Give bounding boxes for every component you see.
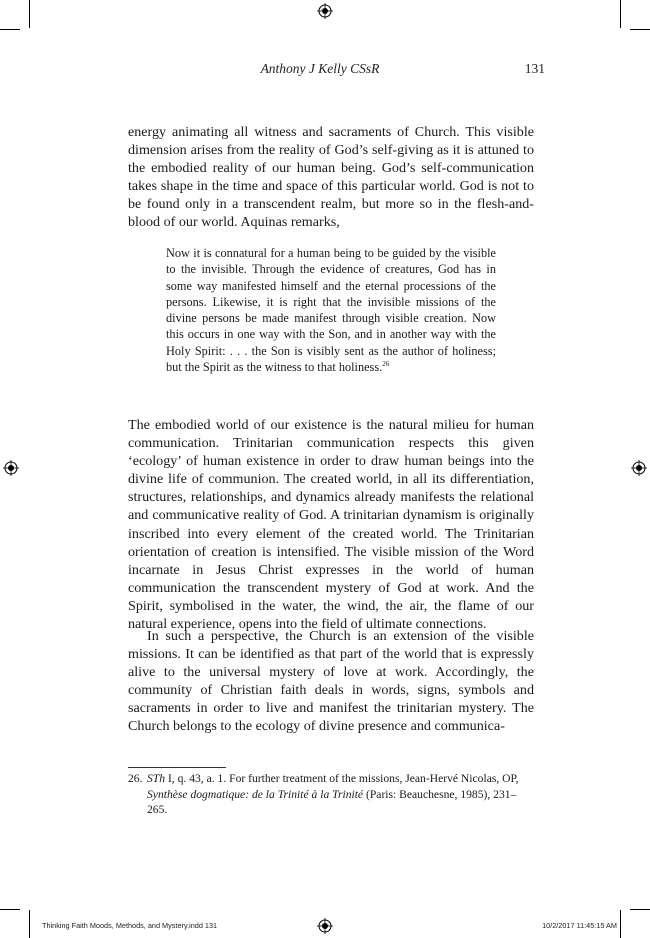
- crop-mark: [630, 29, 650, 30]
- page-number: 131: [524, 61, 545, 76]
- quote-text: Now it is connatural for a human being to be guided by the visible to the invisible. Through the evidence of creatures, God has in some way manifested himself and the eternal processions of the persons. Likewise, it is right that the invisible missions of the divine persons be made manifest through visible creation. Now this occurs in one way with the Son, and in another way with the Holy Spirit: . . . the Son is visibly sent as the author of holiness; but the Spirit as the witness to that holiness.: [166, 246, 496, 375]
- slug-filename: Thinking Faith Moods, Methods, and Mystery.indd 131: [42, 921, 218, 930]
- footnote: [128, 771, 534, 818]
- footnote-text-part: (Paris: Beauchesne, 1985), 231–265.: [147, 787, 517, 816]
- registration-mark-icon: [317, 3, 333, 19]
- footnote-number: 26.: [128, 772, 143, 785]
- footnote-text: [147, 771, 534, 818]
- paragraph: [128, 627, 534, 736]
- crop-mark: [29, 0, 30, 28]
- paragraph-text: In such a perspective, the Church is an extension of the visible missions. It can be identified as that part of the world that is expressly alive to the universal mystery of love at work. Accordingly, the community of Christian faith deals in words, signs, symbols and sacraments in order to live and manifest the trinitarian mystery. The Church belongs to the ecology of divine presence and communica-: [128, 628, 534, 735]
- crop-mark: [620, 0, 621, 28]
- footnote-reference[interactable]: 26: [382, 359, 390, 368]
- footnote-book-title: Synthèse dogmatique: de la Trinité à la Trinité: [147, 787, 364, 801]
- crop-mark: [620, 910, 621, 938]
- footnote-abbreviation: STh: [147, 772, 166, 785]
- paragraph: [128, 123, 534, 232]
- registration-mark-icon: [317, 918, 333, 934]
- running-head-author: Anthony J Kelly CSsR: [260, 61, 380, 76]
- paragraph-text: energy animating all witness and sacraments of Church. This visible dimension arises from the reality of God’s self-giving as it is attuned to the embodied reality of our human being. God’s self-communication takes shape in the time and space of this particular world. God is not to be found only in a transcendent realm, but more so in the flesh-and-blood of our world. Aquinas remarks,: [128, 124, 534, 231]
- footnote-divider: [128, 767, 226, 768]
- crop-mark: [0, 909, 20, 910]
- footnote-text-part: I, q. 43, a. 1. For further treatment of the missions, Jean-Hervé Nicolas, OP,: [165, 772, 519, 785]
- slug-timestamp: 10/2/2017 11:45:15 AM: [542, 921, 617, 930]
- registration-mark-icon: [631, 460, 647, 476]
- paragraph: [128, 416, 534, 633]
- crop-mark: [29, 910, 30, 938]
- registration-mark-icon: [3, 460, 19, 476]
- paragraph-text: The embodied world of our existence is the natural milieu for human communication. Trinitarian communication respects this given ‘ecology’ of human existence in order to draw human beings into the divine life of communion. The created world, in all its differentiation, structures, relationships, and dynamics already manifests the relational and communicative reality of God. A trinitarian dynamism is originally inscribed into every element of the created world. The Trinitarian orientation of creation is intensified. The visible mission of the Word incarnate in Jesus Christ expresses in the world of human communication the transcendent mystery of God at work. And the Spirit, symbolised in the water, the wind, the air, the flame of our natural experience, opens into the field of ultimate connections.: [128, 417, 534, 633]
- block-quote: [166, 245, 496, 375]
- crop-mark: [0, 29, 20, 30]
- crop-mark: [630, 909, 650, 910]
